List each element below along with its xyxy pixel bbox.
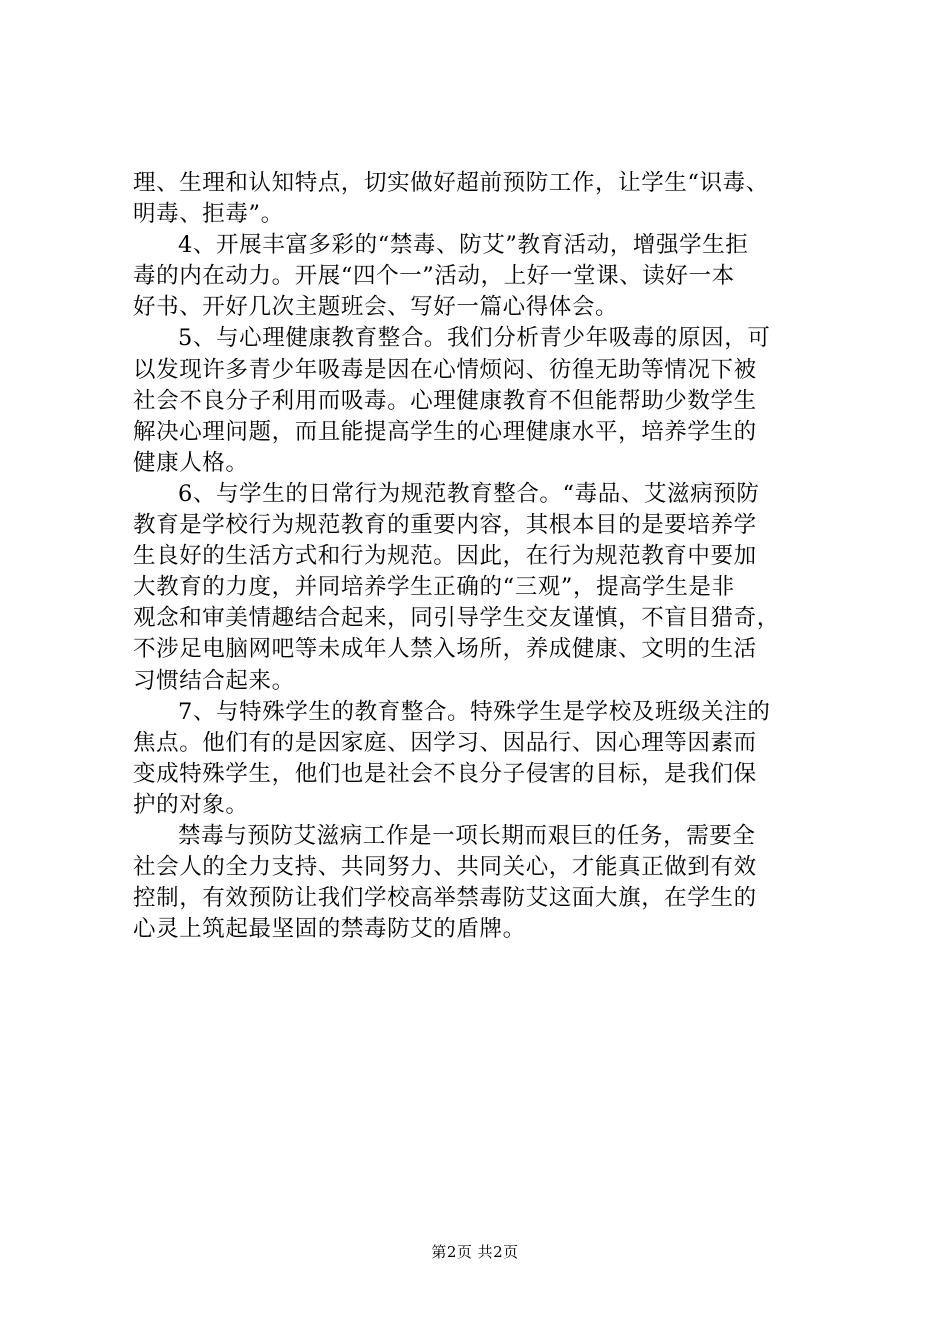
text-line: 社会人的全力支持、共同努力、共同关心，才能真正做到有效 [133,854,757,881]
text-line: 社会不良分子利用而吸毒。心理健康教育不但能帮助少数学生 [133,387,757,414]
text-line: 护的对象。 [133,791,249,818]
document-body [133,168,833,945]
text-line: 解决心理问题，而且能提高学生的心理健康水平，培养学生的 [133,418,757,445]
text-line: 观念和审美情趣结合起来，同引导学生交友谨慎，不盲目猎奇， [133,605,780,632]
text-line: 毒的内在动力。开展“四个一”活动，上好一堂课、读好一本 [133,263,735,290]
text-line: 大教育的力度，并同培养学生正确的“三观”，提高学生是非 [133,574,735,601]
paragraph-start-line: 4、开展丰富多彩的“禁毒、防艾”教育活动，增强学生拒 [178,232,749,259]
paragraph-start-line: 6、与学生的日常行为规范教育整合。“毒品、艾滋病预防 [178,480,760,507]
text-line: 心灵上筑起最坚固的禁毒防艾的盾牌。 [133,916,526,943]
text-line: 好书、开好几次主题班会、写好一篇心得体会。 [133,294,619,321]
paragraph-start-line: 禁毒与预防艾滋病工作是一项长期而艰巨的任务，需要全 [178,822,756,849]
page-number-footer: 第2页 共2页 [431,1243,519,1261]
paragraph-start-line: 7、与特殊学生的教育整合。特殊学生是学校及班级关注的 [178,698,771,725]
text-line: 不涉足电脑网吧等未成年人禁入场所，养成健康、文明的生活 [133,636,757,663]
text-line: 健康人格。 [133,449,249,476]
text-line: 控制，有效预防让我们学校高举禁毒防艾这面大旗，在学生的 [133,885,757,912]
text-line: 习惯结合起来。 [133,667,295,694]
text-line: 明毒、拒毒”。 [133,201,284,228]
paragraph-start-line: 5、与心理健康教育整合。我们分析青少年吸毒的原因，可 [178,325,771,352]
text-line: 变成特殊学生，他们也是社会不良分子侵害的目标，是我们保 [133,760,757,787]
text-line: 以发现许多青少年吸毒是因在心情烦闷、彷徨无助等情况下被 [133,356,757,383]
text-line: 理、生理和认知特点，切实做好超前预防工作，让学生“识毒、 [133,170,769,196]
text-line: 教育是学校行为规范教育的重要内容，其根本目的是要培养学 [133,512,757,539]
text-line: 焦点。他们有的是因家庭、因学习、因品行、因心理等因素而 [133,729,757,756]
text-line: 生良好的生活方式和行为规范。因此，在行为规范教育中要加 [133,543,757,570]
